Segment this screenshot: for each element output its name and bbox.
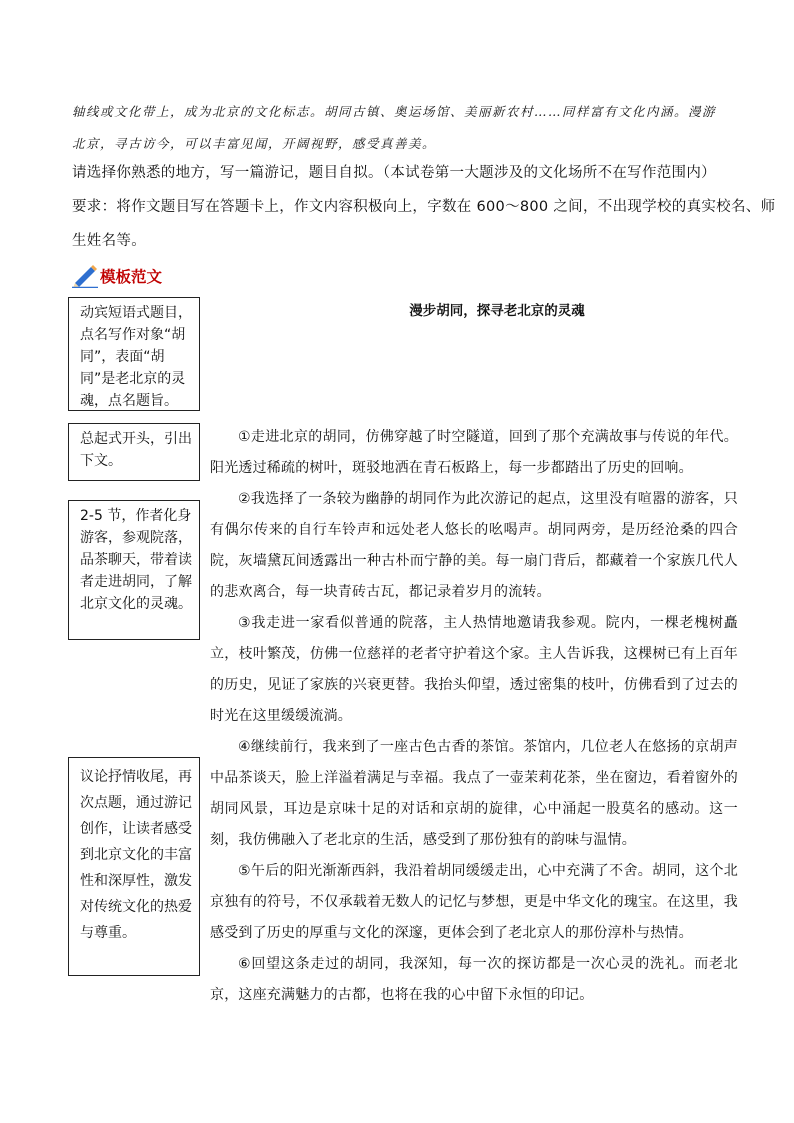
requirement-line-1: 要求：将作文题目写在答题卡上，作文内容积极向上，字数在 600～800 之间，不出现学校的真实校名、师: [72, 199, 776, 215]
essay-paragraph: ④继续前行，我来到了一座古色古香的茶馆。茶馆内，几位老人在悠扬的京胡声中品茶谈天，脸上洋溢着满足与幸福。我点了一壶茉莉花茶，坐在窗边，看着窗外的胡同风景，耳边是京味十足的对话和京胡的旋律，心中涌起一股莫名的感动。这一刻，我仿佛融入了老北京的生活，感受到了那份独有的韵味与温情。: [210, 739, 738, 848]
writing-instruction: 请选择你熟悉的地方，写一篇游记，题目自拟。（本试卷第一大题涉及的文化场所不在写作范围内）: [72, 165, 716, 181]
annotation-box-title: 动宾短语式题目，点名写作对象“胡同”，表面“胡同”是老北京的灵魂，点名题旨。: [68, 297, 200, 411]
annotation-box-ending: 议论抒情收尾，再次点题，通过游记创作，让读者感受到北京文化的丰富性和深厚性，激发对传统文化的热爱与尊重。: [68, 757, 200, 976]
pencil-icon: [72, 264, 98, 288]
prompt-line-2: 北京，寻古访今，可以丰富见闻，开阔视野，感受真善美。: [72, 136, 437, 151]
annotation-box-body: 2-5 节，作者化身游客，参观院落，品茶聊天，带着读者走进胡同，了解北京文化的灵魂。: [68, 500, 200, 640]
annotation-box-opening: 总起式开头，引出下文。: [68, 423, 200, 481]
prompt-line-1: 轴线或文化带上，成为北京的文化标志。胡同古镇、奥运场馆、美丽新农村……同样富有文化内涵。漫游: [72, 104, 717, 119]
essay-paragraph: ②我选择了一条较为幽静的胡同作为此次游记的起点，这里没有喧嚣的游客，只有偶尔传来的自行车铃声和远处老人悠长的吆喝声。胡同两旁，是历经沧桑的四合院，灰墙黛瓦间透露出一种古朴而宁静的美。每一扇门背后，都藏着一个家族几代人的悲欢离合，每一块青砖古瓦，都记录着岁月的流转。: [210, 491, 738, 600]
essay-paragraph: ⑥回望这条走过的胡同，我深知，每一次的探访都是一次心灵的洗礼。而老北京，这座充满魅力的古都，也将在我的心中留下永恒的印记。: [210, 956, 738, 1003]
essay-title: 漫步胡同，探寻老北京的灵魂: [409, 303, 585, 319]
essay-body: [210, 422, 738, 1011]
essay-paragraph: ③我走进一家看似普通的院落，主人热情地邀请我参观。院内，一棵老槐树矗立，枝叶繁茂，仿佛一位慈祥的老者守护着这个家。主人告诉我，这棵树已有上百年的历史，见证了家族的兴衰更替。我抬头仰望，透过密集的枝叶，仿佛看到了过去的时光在这里缓缓流淌。: [210, 615, 738, 724]
essay-paragraph: ①走进北京的胡同，仿佛穿越了时空隧道，回到了那个充满故事与传说的年代。阳光透过稀疏的树叶，斑驳地洒在青石板路上，每一步都踏出了历史的回响。: [210, 429, 738, 476]
section-heading: [72, 263, 162, 289]
essay-paragraph: ⑤午后的阳光渐渐西斜，我沿着胡同缓缓走出，心中充满了不舍。胡同，这个北京独有的符号，不仅承载着无数人的记忆与梦想，更是中华文化的瑰宝。在这里，我感受到了历史的厚重与文化的深邃，更体会到了老北京人的那份淳朴与热情。: [210, 863, 738, 941]
requirement-line-2: 生姓名等。: [72, 233, 146, 249]
section-title: 模板范文: [100, 268, 163, 286]
